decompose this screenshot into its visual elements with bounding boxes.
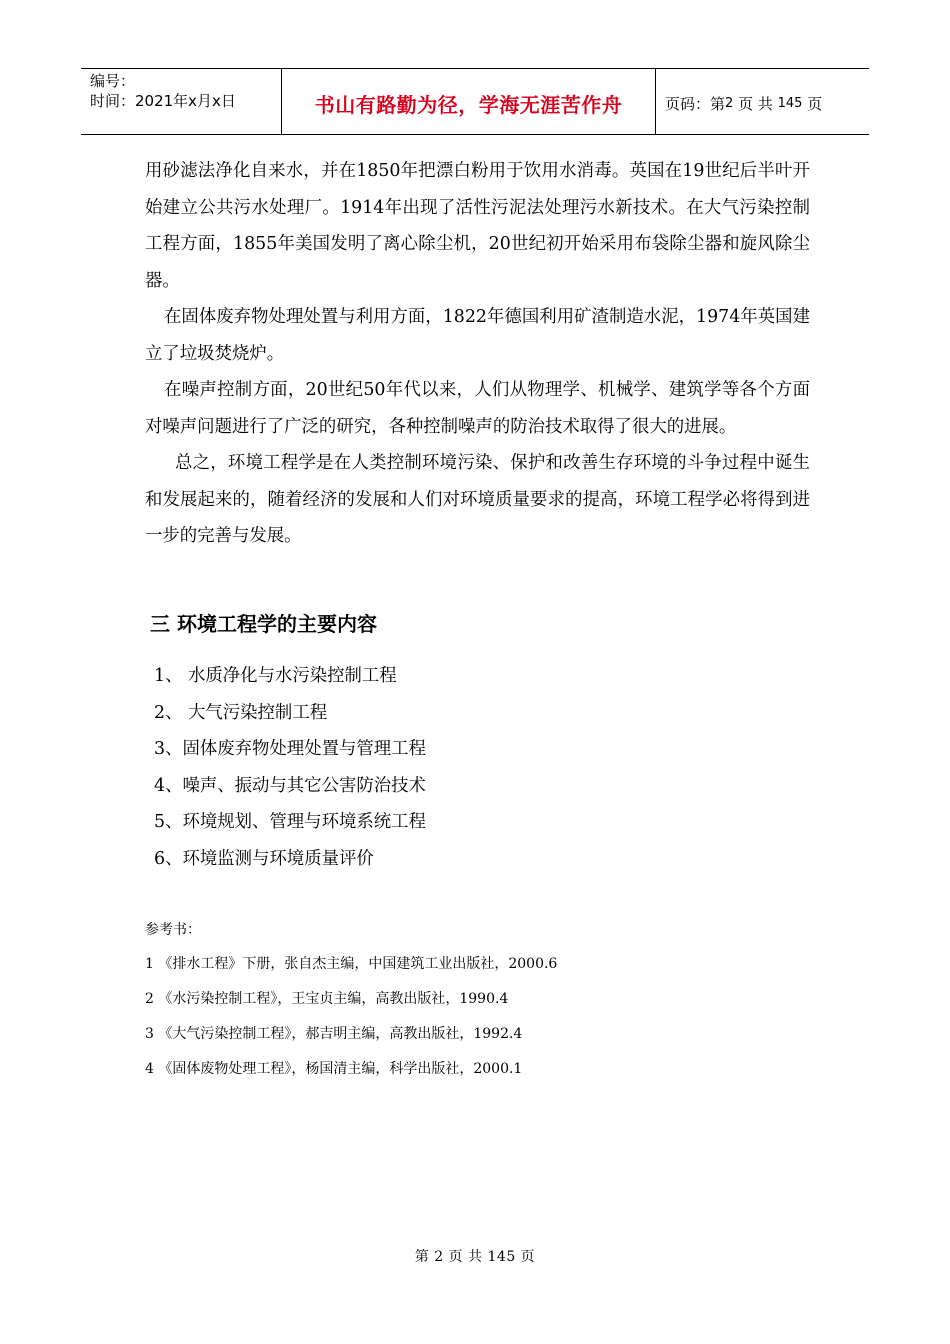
section-heading: 三 环境工程学的主要内容 <box>150 612 377 636</box>
body-text <box>145 153 810 555</box>
list-item: 5、环境规划、管理与环境系统工程 <box>154 812 426 832</box>
page-current-number: 2 <box>725 96 734 111</box>
reference-item: 2 《水污染控制工程》，王宝贞主编，高教出版社，1990.4 <box>145 991 509 1007</box>
header-page-info <box>656 69 869 134</box>
reference-item: 1 《排水工程》下册，张自杰主编，中国建筑工业出版社，2000.6 <box>145 956 558 972</box>
page-info-suffix: 页 <box>807 95 823 113</box>
page-footer: 第 2 页 共 145 页 <box>414 1249 536 1265</box>
paragraph: 在固体废弃物处理处置与利用方面，1822年德国利用矿渣制造水泥，1974年英国建立了垃圾焚烧炉。 <box>145 307 810 364</box>
paragraph: 总之，环境工程学是在人类控制环境污染、保护和改善生存环境的斗争过程中诞生和发展起来的，随着经济的发展和人们对环境质量要求的提高，环境工程学必将得到进一步的完善与发展。 <box>145 453 810 546</box>
list-item: 2、 大气污染控制工程 <box>154 702 328 723</box>
references-list <box>145 952 557 1092</box>
document-date: 时间：2021年x月x日 <box>90 92 236 110</box>
list-item: 3、固体废弃物处理处置与管理工程 <box>154 739 426 759</box>
page-info-mid: 页 共 <box>738 95 773 113</box>
header-motto: 书山有路勤为径，学海无涯苦作舟 <box>282 69 656 134</box>
header-meta <box>81 69 282 134</box>
reference-item: 3 《大气污染控制工程》，郝吉明主编，高教出版社，1992.4 <box>145 1026 523 1042</box>
paragraph: 在噪声控制方面，20世纪50年代以来，人们从物理学、机械学、建筑学等各个方面对噪声问题进行了广泛的研究，各种控制噪声的防治技术取得了很大的进展。 <box>145 380 810 437</box>
document-number-label: 编号： <box>90 72 136 90</box>
page-header <box>81 68 869 135</box>
page-info-prefix: 页码：第 <box>665 95 726 113</box>
list-item: 4、噪声、振动与其它公害防治技术 <box>154 775 426 796</box>
references-title: 参考书： <box>145 922 201 938</box>
references <box>145 918 557 1092</box>
paragraph: 用砂滤法净化自来水，并在1850年把漂白粉用于饮用水消毒。英国在19世纪后半叶开始建立公共污水处理厂。1914年出现了活性污泥法处理污水新技术。在大气污染控制工程方面，1855年美国发明了离心除尘机，20世纪初开始采用布袋除尘器和旋风除尘器。 <box>145 161 810 291</box>
list-item: 1、 水质净化与水污染控制工程 <box>154 666 397 686</box>
list-item: 6、环境监测与环境质量评价 <box>154 848 374 869</box>
content-list <box>154 658 426 877</box>
page-total-number: 145 <box>777 96 803 111</box>
reference-item: 4 《固体废物处理工程》，杨国清主编，科学出版社，2000.1 <box>145 1061 523 1077</box>
